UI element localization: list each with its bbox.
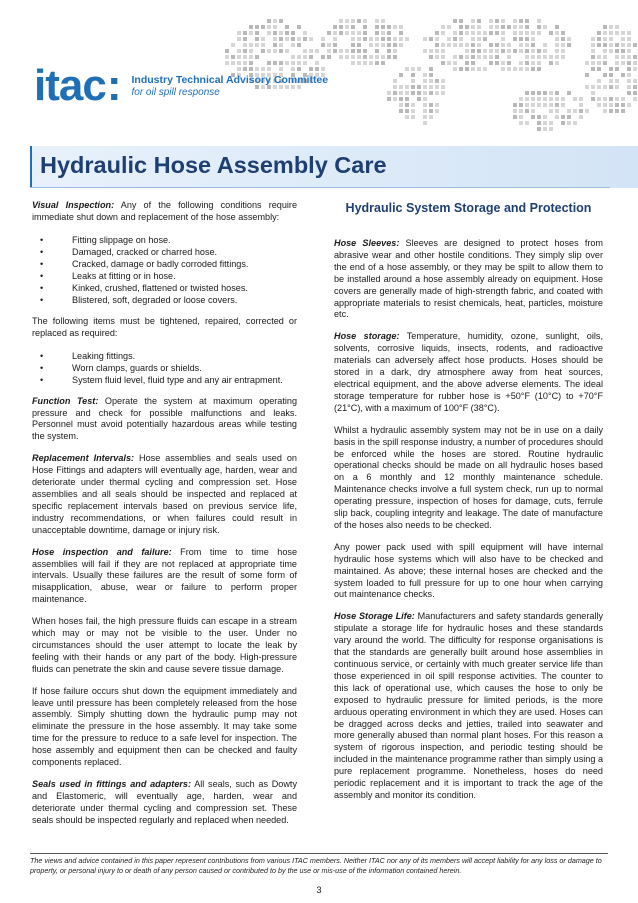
seals-heading: Seals used in fittings and adapters: [32,779,192,789]
footer-rule [30,853,608,854]
hose-storage-heading: Hose storage: [334,331,400,342]
list-item: • Blistered, soft, degraded or loose covers. [40,294,297,306]
logo-colon: : [106,61,122,110]
hose-storage-paragraph [334,331,603,414]
whilst-paragraph: Whilst a hydraulic assembly system may not be in use on a daily basis in the spill response industry, a number of procedures should be enforced while the hoses are stored. Routine hydraulic operational checks should be made on all hydraulic hoses based on a 6 monthly and 12 monthly maintenance schedule. Maintenance checks involve a full system check, run up to normal operating pressure, inspection of hoses for damage, cuts, ferrule slip back, coupling integrity and leakage. The date of manufacture of the hoses also needs to be checked. [334,424,603,530]
shutdown-paragraph: If hose failure occurs shut down the equipment immediately and leave until pressure has been completely released from the hose assembly. Simply shutting down the hydraulic pump may not eliminate the pressure in the hose assembly. It may take some time for the pressure to reduce to a safe level for inspection. The hose assembly and equipment then can be checked and faulty components replaced. [32,685,297,768]
storage-life-paragraph [334,611,603,802]
title-bottom-rule [30,187,610,188]
inspection-failure-paragraph [32,547,297,607]
right-column [334,200,603,812]
list-item: • Worn clamps, guards or shields. [40,362,297,374]
page-number: 3 [316,885,322,895]
visual-inspection-text: Any of the following conditions require immediate shut down and replacement of the hose assembly: [32,200,297,222]
power-pack-paragraph: Any power pack used with spill equipment will have internal hydraulic hose systems which will also have to be checked and maintained. As above; these internal hoses are checked and the system loaded to full pressure for up to one hour when carrying out maintenance checks. [334,541,603,600]
visual-inspection-heading: Visual Inspection: [32,200,115,210]
title-left-rule [30,146,32,188]
storage-section-heading: Hydraulic System Storage and Protection [345,201,592,215]
logo-wordmark: itac [34,61,106,110]
hose-sleeves-heading: Hose Sleeves: [334,238,400,248]
itac-logo [34,61,329,110]
tighten-list [40,350,297,386]
replacement-intervals-text: Hose assemblies and seals used on Hose Fittings and adapters will eventually age, harden, wear and deteriorate under thermal cycling and compression set. Hose assemblies and all seals should be inspected and replaced at specific replacement intervals based on previous service life, industry recommendations, or when failures could result in unacceptable downtime, damage or injury risk. [32,453,297,535]
list-item: • Leaking fittings. [40,350,297,362]
list-item: • System fluid level, fluid type and any air entrapment. [40,374,297,386]
list-item: • Fitting slippage on hose. [40,234,297,246]
storage-life-text: Manufacturers and safety standards generally stipulate a storage life for hydraulic hoses and these standards vary around the world. The difficulty for response organisations is that the standards are generally built around hose assemblies in continuous service, or certainly with much greater service life than those experienced in oil spill response activities. The counter to this lack of operational use, which causes the hose to only be exposed to hydraulic pressure for limited periods, is the more arduous operating environment in which they are used. Hoses can be dragged across decks and jetties, trailed into seawater and more generally abused than normal plant hoses. For this reason a system of rigorous inspection, and periodic testing should be included in the maintenance programme rather than simply using a pure replacement programme. Nonetheless, hoses do need periodic replacement and it is important to track the age of the assembly and monitor its condition. [334,611,604,800]
hose-sleeves-text: Sleeves are designed to protect hoses from abrasive wear and other hostile conditions. They simply slip over the end of a hose assembly, or they may be spilt to allow them to be installed around a hose assembly already on equipment. Hose covers are generally made of high-strength fabric, and coated with appropriate materials to resist chemicals, heat, particles, moisture etc. [334,238,604,320]
seals-paragraph [32,779,297,827]
list-item: • Leaks at fitting or in hose. [40,270,297,282]
function-test-heading: Function Test: [32,395,99,406]
logo-org-name [131,74,328,99]
function-test-text: Operate the system at maximum operating pressure and check for possible malfunctions and leaks. Personnel must avoid potentially hazardous areas while testing the system. [32,395,297,442]
function-test-paragraph [32,396,297,444]
org-name-line1: Industry Technical Advisory Committee [131,73,329,86]
tighten-paragraph: The following items must be tightened, repaired, corrected or replaced as required: [32,315,297,338]
hose-storage-text: Temperature, humidity, ozone, sunlight, oils, solvents, corrosive liquids, insects, rodents, and radioactive materials can adversely affect hose products. Hoses should be stored in a dark, dry atmosphere away from heat sources, electrical equipment, and the above adverse elements. The ideal storage temperature for rubber hose is +50°F (10°C) to +70°F (21°C), with a maximum of 100°F (38°C). [334,331,603,413]
hose-sleeves-paragraph [334,238,603,321]
org-name-line2: for oil spill response [131,86,220,98]
left-column [32,200,297,837]
visual-inspection-paragraph [32,200,297,224]
list-item: • Cracked, damage or badly corroded fittings. [40,258,297,270]
inspection-failure-heading: Hose inspection and failure: [32,546,172,557]
visual-inspection-list [40,234,297,306]
disclaimer: The views and advice contained in this paper represent contributions from various ITAC members. Neither ITAC nor any of its members will accept liability for any loss or damage to property, or personal injury to or death of any person caused or contributed to by the use or mis-use of the information contained herein. [30,856,602,875]
page-title: Hydraulic Hose Assembly Care [40,152,387,178]
hose-fail-paragraph: When hoses fail, the high pressure fluids can escape in a stream which may or may not be visible to the user. Under no circumstances should the user attempt to locate the leak by feeling with their hands or any part of the body. High-pressure fluids can penetrate the skin and cause severe tissue damage. [32,616,297,674]
storage-life-heading: Hose Storage Life: [334,611,415,622]
replacement-intervals-heading: Replacement Intervals: [32,453,135,464]
header-banner [0,0,638,146]
list-item: • Kinked, crushed, flattened or twisted hoses. [40,282,297,294]
inspection-failure-text: From time to time hose assemblies will fail if they are not replaced at appropriate time intervals. Usually these failures are the result of some form of misapplication, abuse, wear or failure to perform proper maintenance. [32,546,297,605]
replacement-intervals-paragraph [32,453,297,536]
seals-text: All seals, such as Dowty and Elastomeric, will eventually age, harden, wear and deteriorate under thermal cycling and compression set. These seals should be inspected regularly and replaced when needed. [32,779,297,825]
list-item: • Damaged, cracked or charred hose. [40,246,297,258]
